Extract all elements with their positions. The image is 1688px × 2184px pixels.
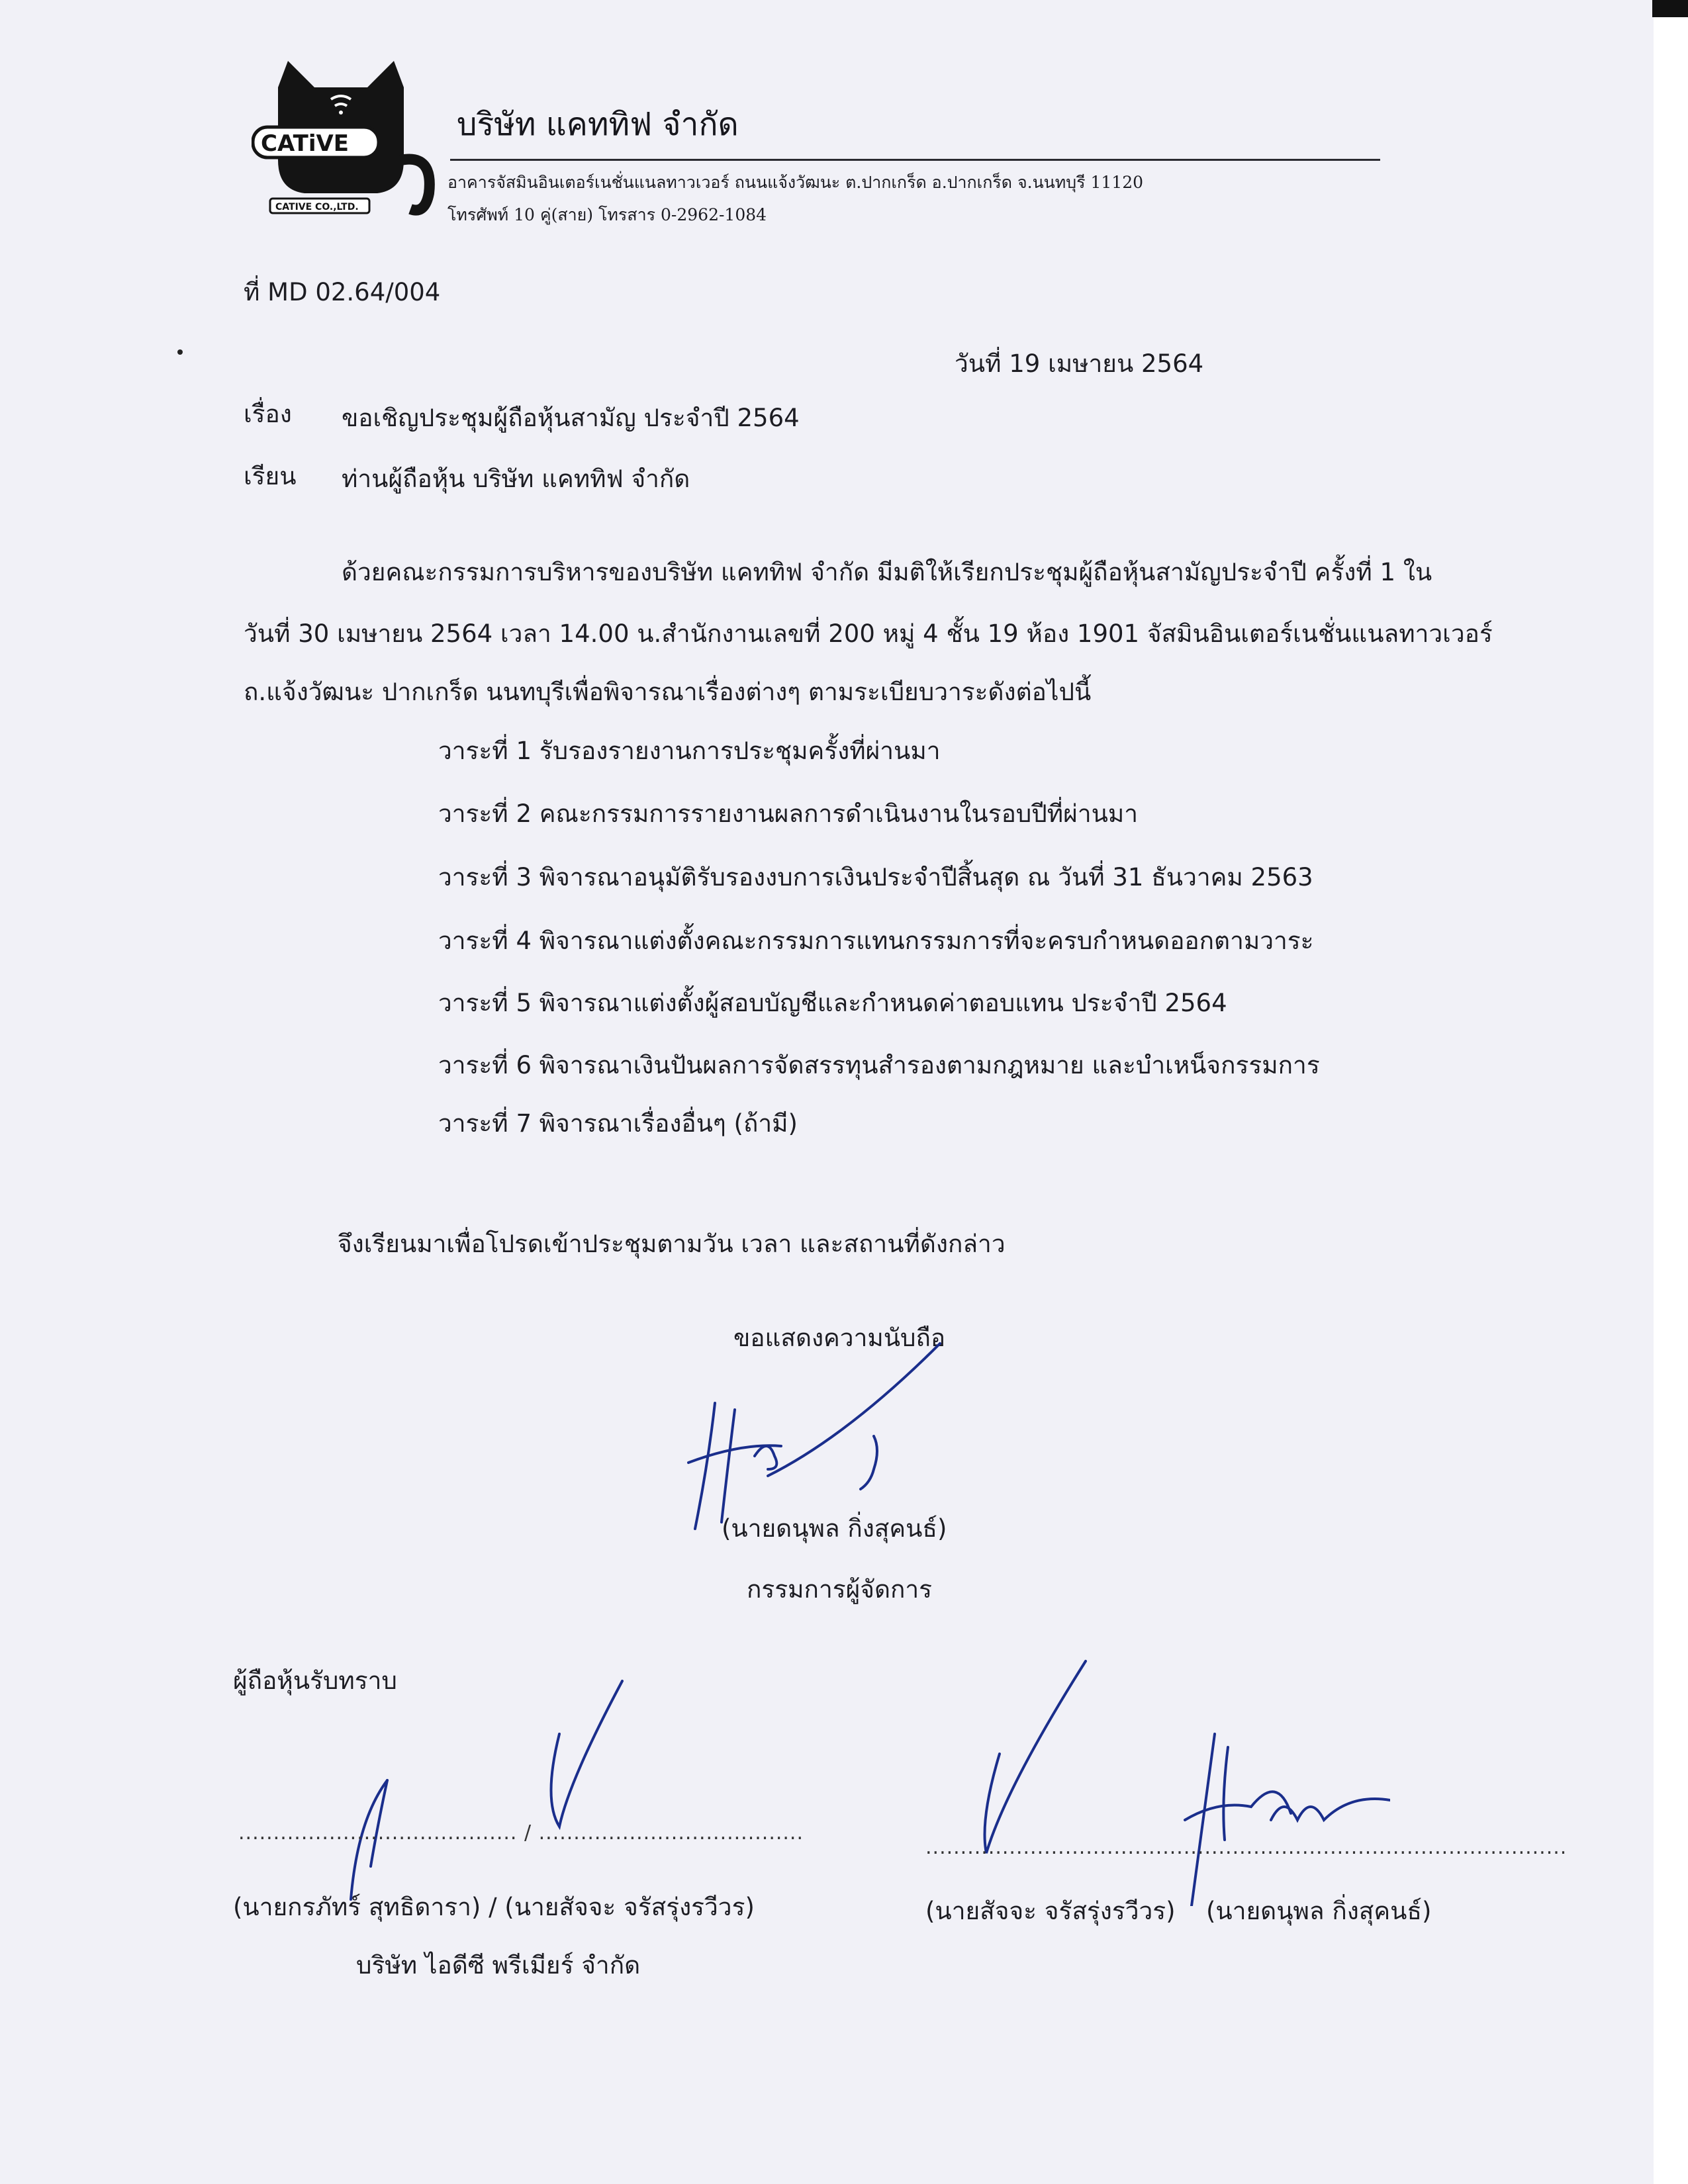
signature-line-left: ........................................ / ...................................... bbox=[238, 1821, 804, 1844]
to-label: เรียน bbox=[244, 462, 297, 490]
body-paragraph-line: ถ.แจ้งวัฒนะ ปากเกร็ด นนทบุรีเพื่อพิจารณาเรื่องต่างๆ ตามระเบียบวาระดังต่อไปนี้ bbox=[244, 678, 1092, 706]
scan-corner-mark bbox=[1652, 0, 1688, 17]
company-name: บริษัท แคททิฟ จำกัด bbox=[457, 106, 739, 143]
subject-label: เรื่อง bbox=[244, 400, 292, 428]
body-paragraph-line: วันที่ 30 เมษายน 2564 เวลา 14.00 น.สำนักงานเลขที่ 200 หมู่ 4 ชั้น 19 ห้อง 1901 จัสมินอินเตอร์เนชั่นแนลทาวเวอร์ bbox=[244, 619, 1493, 648]
acknowledgement-name-right-2: (นายดนุพล กิ่งสุคนธ์) bbox=[1206, 1897, 1432, 1925]
regards-text: ขอแสดงความนับถือ bbox=[733, 1324, 946, 1352]
acknowledgement-name-right-1: (นายสัจจะ จรัสรุ่งรวีวร) bbox=[925, 1897, 1176, 1925]
company-phone: โทรศัพท์ 10 คู่(สาย) โทรสาร 0-2962-1084 bbox=[447, 205, 767, 224]
agenda-item: วาระที่ 3 พิจารณาอนุมัติรับรองงบการเงินประจำปีสิ้นสุด ณ วันที่ 31 ธันวาคม 2563 bbox=[438, 863, 1313, 891]
company-address: อาคารจัสมินอินเตอร์เนชั่นแนลทาวเวอร์ ถนนแจ้งวัฒนะ ต.ปากเกร็ด อ.ปากเกร็ด จ.นนทบุรี 11120 bbox=[447, 173, 1144, 192]
closing-text: จึงเรียนมาเพื่อโปรดเข้าประชุมตามวัน เวลา และสถานที่ดังกล่าว bbox=[338, 1230, 1006, 1258]
acknowledgement-names-left: (นายกรภัทร์ สุทธิดารา) / (นายสัจจะ จรัสรุ่งรวีวร) bbox=[233, 1893, 755, 1921]
agenda-item: วาระที่ 5 พิจารณาแต่งตั้งผู้สอบบัญชีและกำหนดค่าตอบแทน ประจำปี 2564 bbox=[438, 989, 1227, 1017]
scan-edge-strip bbox=[1654, 0, 1688, 2184]
agenda-item: วาระที่ 4 พิจารณาแต่งตั้งคณะกรรมการแทนกรรมการที่จะครบกำหนดออกตามวาระ bbox=[438, 927, 1314, 955]
logo-text: CATiVE bbox=[261, 130, 350, 157]
signature-line-right: ............................................................................................ bbox=[925, 1836, 1568, 1859]
agenda-item: วาระที่ 6 พิจารณาเงินปันผลการจัดสรรทุนสำรองตามกฎหมาย และบำเหน็จกรรมการ bbox=[438, 1051, 1320, 1079]
agenda-item: วาระที่ 1 รับรองรายงานการประชุมครั้งที่ผ่านมา bbox=[438, 737, 941, 765]
signature-shareholder-right bbox=[966, 1655, 1390, 1906]
document-reference: ที่ MD 02.64/004 bbox=[244, 278, 441, 306]
body-paragraph-line: ด้วยคณะกรรมการบริหารของบริษัท แคททิฟ จำกัด มีมติให้เรียกประชุมผู้ถือหุ้นสามัญประจำปี ครั้งที่ 1 ใน bbox=[342, 558, 1432, 586]
signer-title: กรรมการผู้จัดการ bbox=[747, 1575, 933, 1604]
logo-subtext: CATIVE CO.,LTD. bbox=[275, 202, 359, 212]
agenda-item: วาระที่ 2 คณะกรรมการรายงานผลการดำเนินงานในรอบปีที่ผ่านมา bbox=[438, 799, 1139, 828]
subject-text: ขอเชิญประชุมผู้ถือหุ้นสามัญ ประจำปี 2564 bbox=[342, 404, 800, 432]
scan-speck bbox=[177, 349, 183, 355]
cative-logo bbox=[252, 61, 437, 220]
signer-name: (นายดนุพล กิ่งสุคนธ์) bbox=[722, 1514, 947, 1543]
signature-shareholder-left bbox=[331, 1655, 702, 1906]
acknowledgement-label: ผู้ถือหุ้นรับทราบ bbox=[233, 1666, 397, 1695]
to-text: ท่านผู้ถือหุ้น บริษัท แคททิฟ จำกัด bbox=[342, 465, 690, 493]
letterhead-rule bbox=[450, 159, 1380, 161]
agenda-item: วาระที่ 7 พิจารณาเรื่องอื่นๆ (ถ้ามี) bbox=[438, 1109, 798, 1138]
acknowledgement-company: บริษัท ไอดีซี พรีเมียร์ จำกัด bbox=[356, 1951, 641, 1979]
document-date: วันที่ 19 เมษายน 2564 bbox=[955, 349, 1204, 378]
